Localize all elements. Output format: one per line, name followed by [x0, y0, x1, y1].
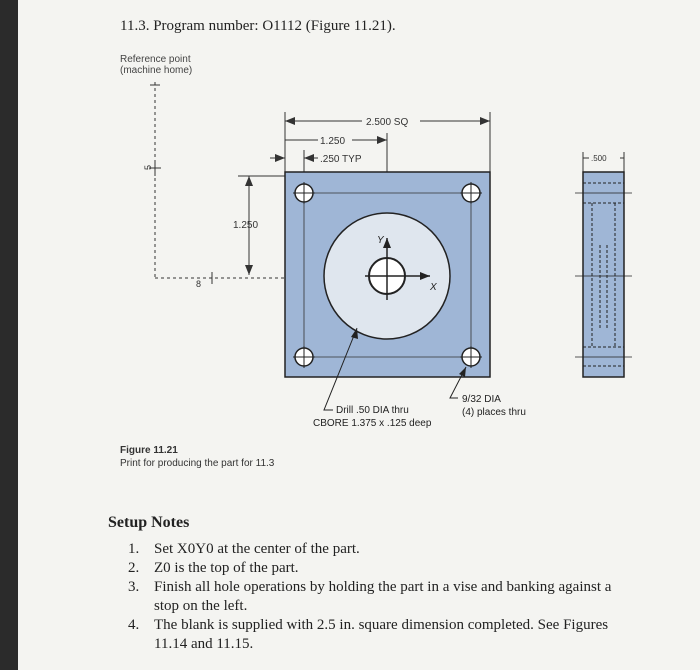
arrow-right-2	[377, 136, 387, 144]
callout-hole-line2: (4) places thru	[462, 407, 526, 418]
note-text: Set X0Y0 at the center of the part.	[154, 541, 360, 557]
figure-caption-label: Figure 11.21	[120, 445, 178, 456]
reference-label-line2: (machine home)	[120, 65, 193, 76]
arrow-left	[285, 117, 295, 125]
dim-2500-label: 2.500 SQ	[366, 117, 409, 128]
list-item: 2. Z0 is the top of the part.	[128, 560, 299, 576]
figure-caption-text: Print for producing the part for 11.3	[120, 458, 275, 469]
arrow-down	[245, 265, 253, 275]
note-text: Z0 is the top of the part.	[154, 560, 299, 576]
dim-1250-top-label: 1.250	[320, 136, 346, 147]
arrow-in-right	[304, 154, 314, 162]
list-item: 1. Set X0Y0 at the center of the part.	[128, 541, 360, 557]
dim-8-label: 8	[196, 279, 202, 289]
page-title: 11.3. Program number: O1112 (Figure 11.21).	[120, 18, 396, 34]
callout-drill-line1: Drill .50 DIA thru	[336, 405, 409, 416]
list-item: 4. The blank is supplied with 2.5 in. square dimension completed. See Figures 11.14 and 11.15.	[128, 617, 609, 652]
arrow-in-left	[275, 154, 285, 162]
y-axis-label: Y	[377, 235, 384, 246]
reference-label-line1: Reference point	[120, 54, 191, 65]
dim-1250-side-label: 1.250	[233, 220, 259, 231]
x-axis-label: X	[430, 282, 437, 293]
note-text: The blank is supplied with 2.5 in. square dimension completed. See Figures 11.14 and 11.15.	[154, 617, 609, 652]
callout-hole-line1: 9/32 DIA	[462, 394, 501, 405]
arrow-up	[245, 176, 253, 186]
callout-drill-line2: CBORE 1.375 x .125 deep	[313, 418, 432, 429]
dim-500-label: .500	[591, 154, 607, 163]
setup-notes-title: Setup Notes	[108, 514, 190, 531]
list-item: 3. Finish all hole operations by holding the part in a vise and banking against a stop on the left.	[128, 579, 612, 614]
setup-notes-list	[128, 540, 628, 654]
dim-5-label: 5	[143, 164, 153, 170]
figure-caption	[120, 444, 274, 470]
note-text: Finish all hole operations by holding the part in a vise and banking against a stop on the left.	[154, 579, 612, 614]
arrow-right	[480, 117, 490, 125]
dim-250-label: .250 TYP	[320, 154, 362, 165]
